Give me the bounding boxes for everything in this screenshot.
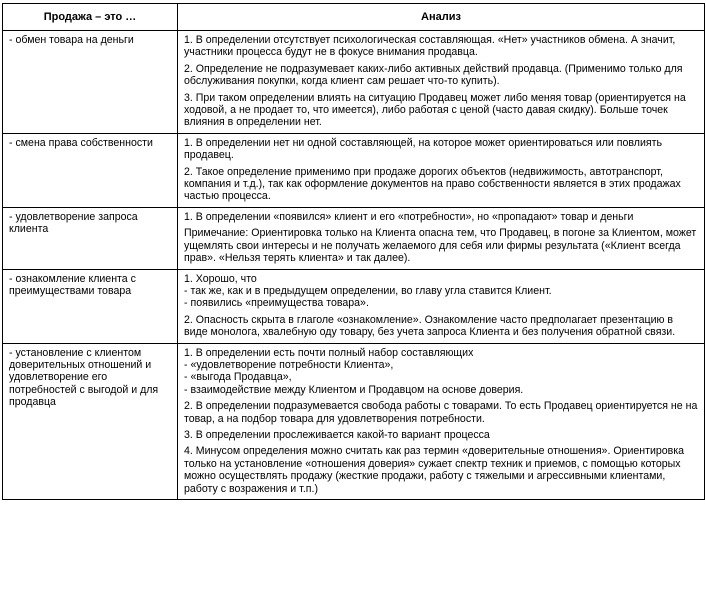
table-row (3, 269, 705, 343)
analysis-line: 1. В определении «появился» клиент и его «потребности», но «пропадают» товар и деньги (184, 210, 634, 223)
analysis-line: - появились «преимущества товара». (184, 297, 369, 310)
analysis-cell (178, 207, 705, 269)
analysis-paragraph (184, 273, 699, 310)
analysis-cell (178, 269, 705, 343)
analysis-cell (178, 31, 705, 134)
analysis-line: - так же, как и в предыдущем определении, во главу угла ставится Клиент. (184, 284, 552, 297)
analysis-paragraph (184, 400, 699, 425)
header-analysis: Анализ (178, 4, 705, 31)
analysis-paragraph (184, 34, 699, 59)
analysis-line: 4. Минусом определения можно считать как раз термин «доверительные отношения». Ориентировка только на установление «отношения доверия» сужает спектр техник и приемов, с помощью которых можно осуществлять продажу (жесткие продажи, работу с тяжелыми и агрессивными клиентами, работу с возражения и т.п.) (184, 445, 685, 495)
analysis-cell (178, 343, 705, 499)
table-body (3, 31, 705, 500)
definition-cell: - удовлетворение запроса клиента (3, 207, 178, 269)
analysis-line: 1. Хорошо, что (184, 272, 257, 285)
analysis-line: 1. В определении отсутствует психологическая составляющая. «Нет» участников обмена. А значит, участники процесса будут не в фокусе внимания продавца. (184, 34, 676, 59)
analysis-line: - взаимодействие между Клиентом и Продавцом на основе доверия. (184, 383, 524, 396)
definition-cell: - смена права собственности (3, 133, 178, 207)
analysis-paragraph (184, 314, 699, 339)
analysis-line: 3. В определении прослеживается какой-то вариант процесса (184, 428, 490, 441)
table-row (3, 343, 705, 499)
table-row (3, 31, 705, 134)
analysis-line: 2. Такое определение применимо при продаже дорогих объектов (недвижимость, автотранспорт, компания и т.д.), так как оформление документов на право собственности является в этих продажах частью процесса. (184, 165, 681, 203)
table-row (3, 207, 705, 269)
analysis-paragraph (184, 63, 699, 88)
definition-cell: - установление с клиентом доверительных отношений и удовлетворение его потребностей с выгодой и для продавца (3, 343, 178, 499)
analysis-line: 2. Опасность скрыта в глаголе «ознакомление». Ознакомление часто предполагает презентацию в виде монолога, хвалебную оду товару, без учета запроса Клиента и без получения обратной связи. (184, 313, 676, 339)
analysis-line: Примечание: Ориентировка только на Клиента опасна тем, что Продавец, в погоне за Клиентом, может ущемлять свои интересы и не получать желаемого для себя или фирмы результата («Клиент всегда прав». «Нельзя терять клиента» и так далее). (184, 227, 697, 265)
analysis-paragraph (184, 211, 699, 223)
analysis-line: - «удовлетворение потребности Клиента», (184, 358, 394, 371)
analysis-line: 3. При таком определении влиять на ситуацию Продавец может либо меняя товар (ориентируется на ходовой, а не продает то, что имеется), либо работая с ценой (часто давая скидку). Больше точек влияния в определении нет. (184, 91, 686, 129)
definition-cell: - обмен товара на деньги (3, 31, 178, 134)
analysis-line: - «выгода Продавца», (184, 371, 292, 384)
analysis-paragraph (184, 92, 699, 129)
analysis-paragraph (184, 429, 699, 441)
analysis-paragraph (184, 137, 699, 162)
header-definition: Продажа – это … (3, 4, 178, 31)
analysis-line: 1. В определении нет ни одной составляющей, на которое может ориентироваться или повлиять продавец. (184, 136, 663, 162)
analysis-paragraph (184, 347, 699, 397)
analysis-line: 1. В определении есть почти полный набор составляющих (184, 346, 474, 359)
analysis-line: 2. В определении подразумевается свобода работы с товарами. То есть Продавец ориентируется не на товар, а на подбор товара для удовлетворения потребности. (184, 400, 698, 425)
analysis-paragraph (184, 166, 699, 203)
sales-definitions-table (2, 3, 705, 500)
table-row (3, 133, 705, 207)
analysis-paragraph (184, 227, 699, 264)
analysis-paragraph (184, 445, 699, 495)
analysis-line: 2. Определение не подразумевает каких-либо активных действий продавца. (Применимо только для обслуживания покупки, когда клиент сам решает что-то купить). (184, 62, 683, 88)
analysis-cell (178, 133, 705, 207)
definition-cell: - ознакомление клиента с преимуществами товара (3, 269, 178, 343)
table-header-row (3, 4, 705, 31)
